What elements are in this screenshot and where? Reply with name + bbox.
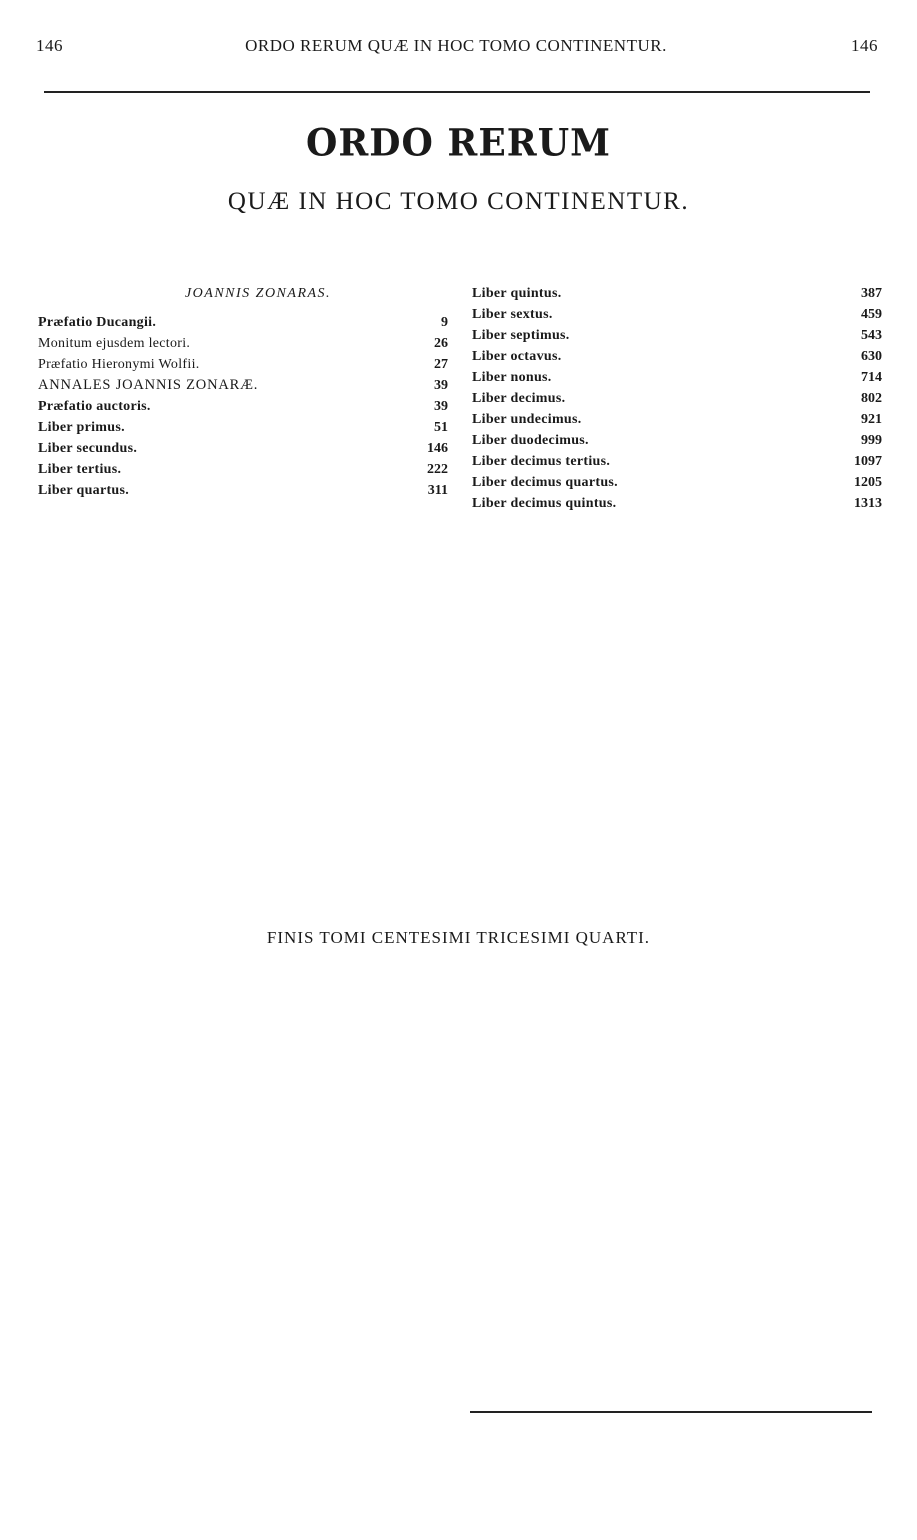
toc-entry xyxy=(472,388,882,409)
toc-entry-page: 146 xyxy=(427,441,448,456)
toc-entry-label: Liber duodecimus. xyxy=(472,433,589,448)
toc-entry-page: 26 xyxy=(434,336,448,351)
toc-entry xyxy=(38,333,448,354)
toc-entry xyxy=(472,451,882,472)
toc-entry-label: Monitum ejusdem lectori. xyxy=(38,336,191,351)
toc-entry-page: 543 xyxy=(861,328,882,343)
toc-entry-page: 714 xyxy=(861,370,882,385)
footer-rule xyxy=(470,1411,872,1413)
toc-entry-page: 27 xyxy=(434,357,448,372)
toc-entry-page: 387 xyxy=(861,286,882,301)
toc-entry-page: 9 xyxy=(441,315,448,330)
toc-entry-label: Liber nonus. xyxy=(472,370,552,385)
toc-entry-label: Liber secundus. xyxy=(38,441,138,456)
page-subtitle: QUÆ IN HOC TOMO CONTINENTUR. xyxy=(227,188,690,215)
toc-entry-label: Liber primus. xyxy=(38,420,125,435)
toc-entry-page: 802 xyxy=(861,391,882,406)
toc-entry xyxy=(38,354,448,375)
toc-entry-label: Liber decimus quartus. xyxy=(472,475,618,490)
toc-entry-page: 999 xyxy=(861,433,882,448)
running-head xyxy=(30,36,882,60)
toc-entry xyxy=(472,493,882,514)
toc-entry-page: 630 xyxy=(861,349,882,364)
toc-entry-label: Liber sextus. xyxy=(472,307,553,322)
toc-entry-page: 921 xyxy=(861,412,882,427)
toc-entry xyxy=(472,304,882,325)
toc-entry xyxy=(38,312,448,333)
toc-entry-label: Liber quintus. xyxy=(472,286,562,301)
toc-entry-label: Præfatio Ducangii. xyxy=(38,315,157,330)
colophon: FINIS TOMI CENTESIMI TRICESIMI QUARTI. xyxy=(266,928,651,947)
toc-entry-page: 222 xyxy=(427,462,448,477)
toc-left-column xyxy=(38,282,448,501)
toc-entry-page: 1313 xyxy=(854,496,882,511)
toc-entry xyxy=(38,417,448,438)
toc-entry-page: 39 xyxy=(434,378,448,393)
toc-entry xyxy=(38,396,448,417)
toc-entry-page: 459 xyxy=(861,307,882,322)
toc-right-column xyxy=(472,283,882,514)
page-title: ORDO RERUM xyxy=(306,120,611,166)
toc-entry xyxy=(38,375,448,396)
page-number-right: 146 xyxy=(851,36,878,55)
running-title: ORDO RERUM QUÆ IN HOC TOMO CONTINENTUR. xyxy=(245,36,667,55)
toc-entry xyxy=(38,438,448,459)
toc-entry xyxy=(472,472,882,493)
toc-entry-label: Liber tertius. xyxy=(38,462,122,477)
toc-entry-page: 39 xyxy=(434,399,448,414)
toc-entry-label: Liber undecimus. xyxy=(472,412,582,427)
toc-entry-label: Præfatio Hieronymi Wolfii. xyxy=(38,357,200,372)
toc-entry xyxy=(472,430,882,451)
toc-entry-label: Liber octavus. xyxy=(472,349,562,364)
toc-entry-label: Liber quartus. xyxy=(38,483,130,498)
toc-entry-page: 51 xyxy=(434,420,448,435)
toc-entry xyxy=(472,325,882,346)
toc-entry-label: Liber decimus tertius. xyxy=(472,454,611,469)
toc-entry-label: Præfatio auctoris. xyxy=(38,399,151,414)
section-heading: JOANNIS ZONARAS. xyxy=(184,286,332,301)
toc-entry-label: Liber decimus. xyxy=(472,391,566,406)
header-rule xyxy=(44,91,870,93)
toc-entry-label: ANNALES JOANNIS ZONARÆ. xyxy=(38,377,259,393)
toc-entry xyxy=(472,409,882,430)
toc-entry xyxy=(38,480,448,501)
toc-entry xyxy=(472,346,882,367)
toc-entry xyxy=(472,283,882,304)
toc-entry-page: 311 xyxy=(427,483,448,498)
toc-entry-page: 1205 xyxy=(854,475,882,490)
toc-entry-label: Liber decimus quintus. xyxy=(472,496,617,511)
toc-entry-label: Liber septimus. xyxy=(472,328,570,343)
page-number-left: 146 xyxy=(36,36,63,55)
toc-entry xyxy=(472,367,882,388)
toc-entry xyxy=(38,459,448,480)
toc-entry-page: 1097 xyxy=(854,454,882,469)
